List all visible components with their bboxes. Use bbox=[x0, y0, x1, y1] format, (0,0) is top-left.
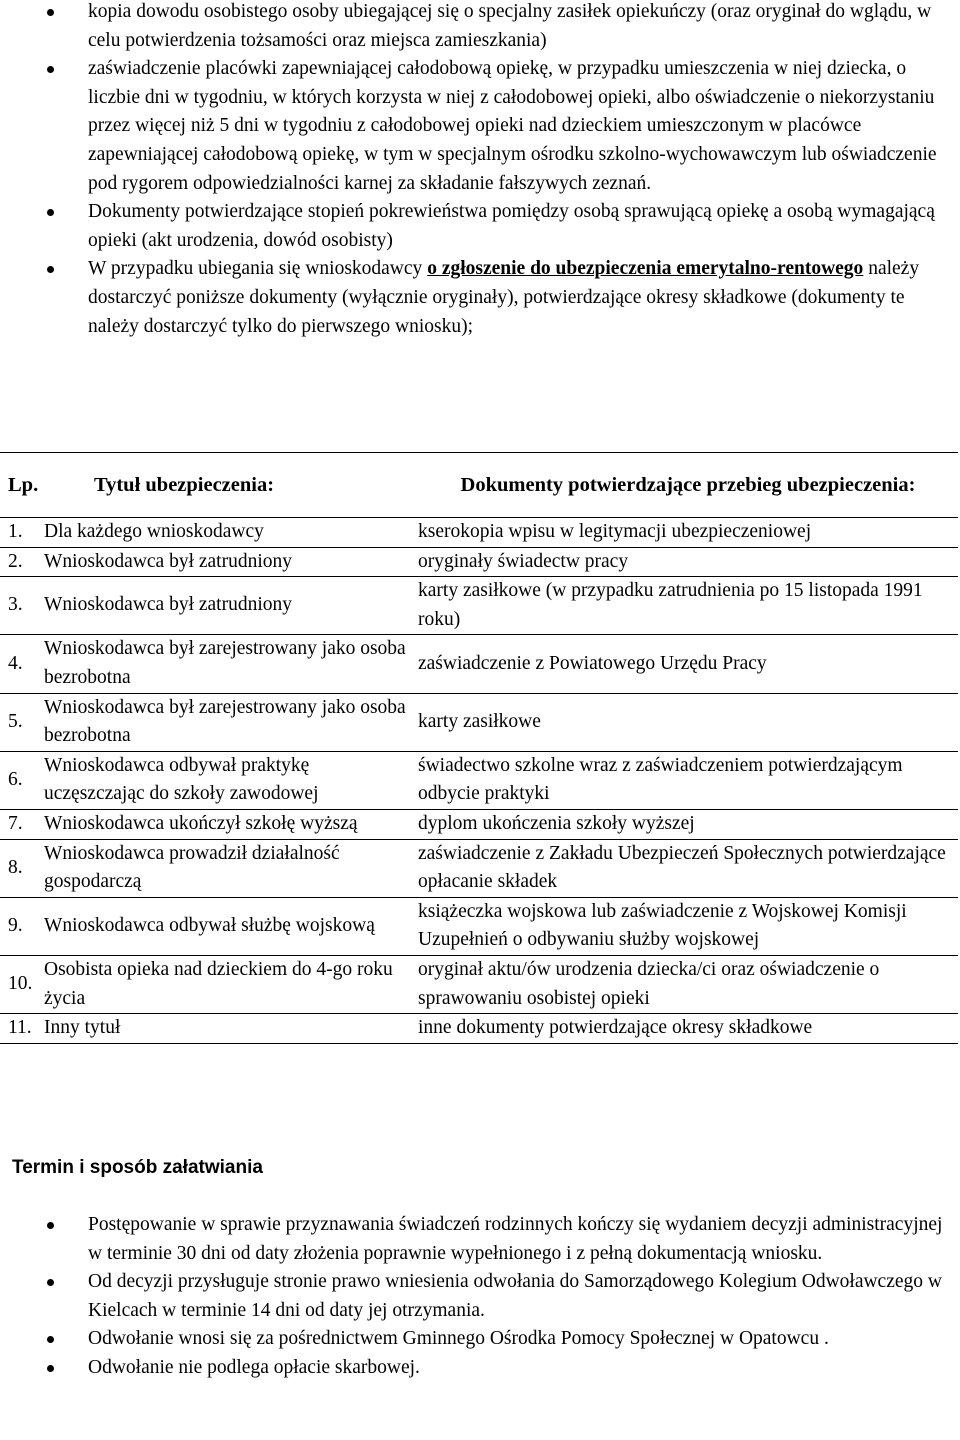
header-documents: Dokumenty potwierdzające przebieg ubezpieczenia: bbox=[460, 474, 916, 496]
row-documents: kserokopia wpisu w legitymacji ubezpieczeniowej bbox=[418, 521, 812, 542]
list-item bbox=[0, 1354, 960, 1383]
list-item bbox=[0, 255, 960, 341]
list-item bbox=[0, 1325, 960, 1354]
row-documents: oryginał aktu/ów urodzenia dziecka/ci oraz oświadczenie o sprawowaniu osobistej opieki bbox=[418, 958, 880, 1009]
bullet-icon bbox=[47, 1336, 54, 1343]
list-item-text-pre: W przypadku ubiegania się wnioskodawcy bbox=[88, 258, 428, 280]
row-title: Wnioskodawca prowadził działalność gospodarczą bbox=[44, 842, 340, 893]
header-title: Tytuł ubezpieczenia: bbox=[93, 473, 275, 496]
insurance-documents-table bbox=[0, 452, 958, 1044]
row-title: Wnioskodawca odbywał służbę wojskową bbox=[44, 915, 375, 937]
table-row bbox=[0, 694, 958, 752]
table-row bbox=[0, 898, 958, 956]
bullet-icon bbox=[47, 1279, 54, 1286]
list-item bbox=[0, 1268, 960, 1325]
row-title: Osobista opieka nad dzieckiem do 4-go roku życia bbox=[44, 958, 393, 1009]
row-title: Wnioskodawca odbywał praktykę uczęszczając do szkoły zawodowej bbox=[44, 754, 319, 805]
list-item bbox=[0, 1211, 960, 1268]
list-item-text: zaświadczenie placówki zapewniającej całodobową opiekę, w przypadku umieszczenia w niej dziecka, o liczbie dni w tygodniu, w których korzysta w niej z całodobowej opieki, albo oświadczenie o niekorzystaniu przez więcej niż 5 dni w tygodniu z całodobowej opieki nad dzieckiem umieszczonym w placówce zapewniającej całodobową opiekę, w tym w specjalnym ośrodku szkolno-wychowawczym lub oświadczenie pod rygorem odpowiedzialności karnej za składanie fałszywych zeznań. bbox=[88, 58, 937, 194]
row-title: Wnioskodawca był zatrudniony bbox=[44, 594, 293, 616]
section-title: Termin i sposób załatwiania bbox=[12, 1157, 263, 1178]
list-item bbox=[0, 55, 960, 198]
table-row bbox=[0, 752, 958, 810]
row-lp: 8. bbox=[8, 856, 23, 878]
list-item-text: Postępowanie w sprawie przyznawania świadczeń rodzinnych kończy się wydaniem decyzji administracyjnej w terminie 30 dni od daty złożenia poprawnie wypełnionego i z pełną dokumentacją wniosku. bbox=[88, 1214, 943, 1264]
underlined-phrase: o zgłoszenie do ubezpieczenia emerytalno-rentowego bbox=[427, 258, 864, 280]
row-lp: 5. bbox=[8, 710, 23, 732]
row-lp: 10. bbox=[8, 973, 33, 995]
table-row bbox=[0, 840, 958, 898]
procedure-list bbox=[0, 1211, 960, 1383]
header-lp: Lp. bbox=[8, 473, 39, 496]
row-documents: zaświadczenie z Powiatowego Urzędu Pracy bbox=[418, 652, 767, 674]
list-item bbox=[0, 0, 960, 55]
row-title: Dla każdego wnioskodawcy bbox=[44, 521, 264, 542]
row-title: Wnioskodawca był zarejestrowany jako osoba bezrobotna bbox=[44, 638, 406, 688]
row-lp: 1. bbox=[8, 521, 23, 542]
list-item-text: Dokumenty potwierdzające stopień pokrewieństwa pomiędzy osobą sprawującą opiekę a osobą wymagającą opieki (akt urodzenia, dowód osobisty) bbox=[88, 201, 935, 251]
row-documents: książeczka wojskowa lub zaświadczenie z Wojskowej Komisji Uzupełnień o odbywaniu służby wojskowej bbox=[418, 900, 907, 951]
row-documents: oryginały świadectw pracy bbox=[418, 550, 629, 572]
table-header-row bbox=[0, 453, 958, 518]
list-item-text-post: należy dostarczyć poniższe dokumenty (wyłącznie oryginały), potwierdzające okresy składkowe (dokumenty te należy dostarczyć tylko do pierwszego wniosku); bbox=[88, 258, 920, 337]
list-item bbox=[0, 198, 960, 255]
row-lp: 7. bbox=[8, 812, 23, 834]
list-item-text: kopia dowodu osobistego osoby ubiegającej się o specjalny zasiłek opiekuńczy (oraz oryginał do wglądu, w celu potwierdzenia tożsamości oraz miejsca zamieszkania) bbox=[88, 1, 932, 51]
bullet-icon bbox=[47, 266, 54, 273]
bullet-icon bbox=[47, 9, 54, 16]
table-body bbox=[0, 518, 958, 1043]
table-row bbox=[0, 956, 958, 1014]
bullet-icon bbox=[47, 1365, 54, 1372]
row-lp: 2. bbox=[8, 550, 23, 572]
row-lp: 6. bbox=[8, 769, 23, 791]
table-row bbox=[0, 635, 958, 693]
bullet-icon bbox=[47, 209, 54, 216]
row-lp: 4. bbox=[8, 652, 23, 674]
row-documents: świadectwo szkolne wraz z zaświadczeniem potwierdzającym odbycie praktyki bbox=[418, 754, 903, 805]
table-row bbox=[0, 810, 958, 840]
bullet-icon bbox=[47, 1222, 54, 1229]
row-documents: dyplom ukończenia szkoły wyższej bbox=[418, 812, 695, 834]
list-item-text: Od decyzji przysługuje stronie prawo wniesienia odwołania do Samorządowego Kolegium Odwoławczego w Kielcach w terminie 14 dni od daty jej otrzymania. bbox=[88, 1271, 942, 1321]
list-item-text: Odwołanie nie podlega opłacie skarbowej. bbox=[88, 1356, 420, 1378]
row-documents: inne dokumenty potwierdzające okresy składkowe bbox=[418, 1017, 813, 1039]
row-lp: 3. bbox=[8, 594, 23, 616]
row-lp: 11. bbox=[8, 1017, 32, 1039]
table-row bbox=[0, 1014, 958, 1043]
table-row bbox=[0, 518, 958, 548]
row-documents: zaświadczenie z Zakładu Ubezpieczeń Społecznych potwierdzające opłacanie składek bbox=[418, 842, 946, 893]
row-title: Wnioskodawca był zatrudniony bbox=[44, 550, 293, 572]
row-documents: karty zasiłkowe bbox=[418, 710, 541, 732]
row-title: Inny tytuł bbox=[44, 1017, 121, 1039]
row-title: Wnioskodawca ukończył szkołę wyższą bbox=[44, 812, 358, 834]
row-title: Wnioskodawca był zarejestrowany jako osoba bezrobotna bbox=[44, 696, 406, 747]
list-item-text: Odwołanie wnosi się za pośrednictwem Gminnego Ośrodka Pomocy Społecznej w Opatowcu . bbox=[88, 1328, 829, 1350]
row-lp: 9. bbox=[8, 915, 23, 937]
row-documents: karty zasiłkowe (w przypadku zatrudnienia po 15 listopada 1991 roku) bbox=[418, 580, 923, 630]
bullet-icon bbox=[47, 66, 54, 73]
table-row bbox=[0, 577, 958, 635]
required-documents-list bbox=[0, 0, 960, 341]
table-row bbox=[0, 548, 958, 578]
